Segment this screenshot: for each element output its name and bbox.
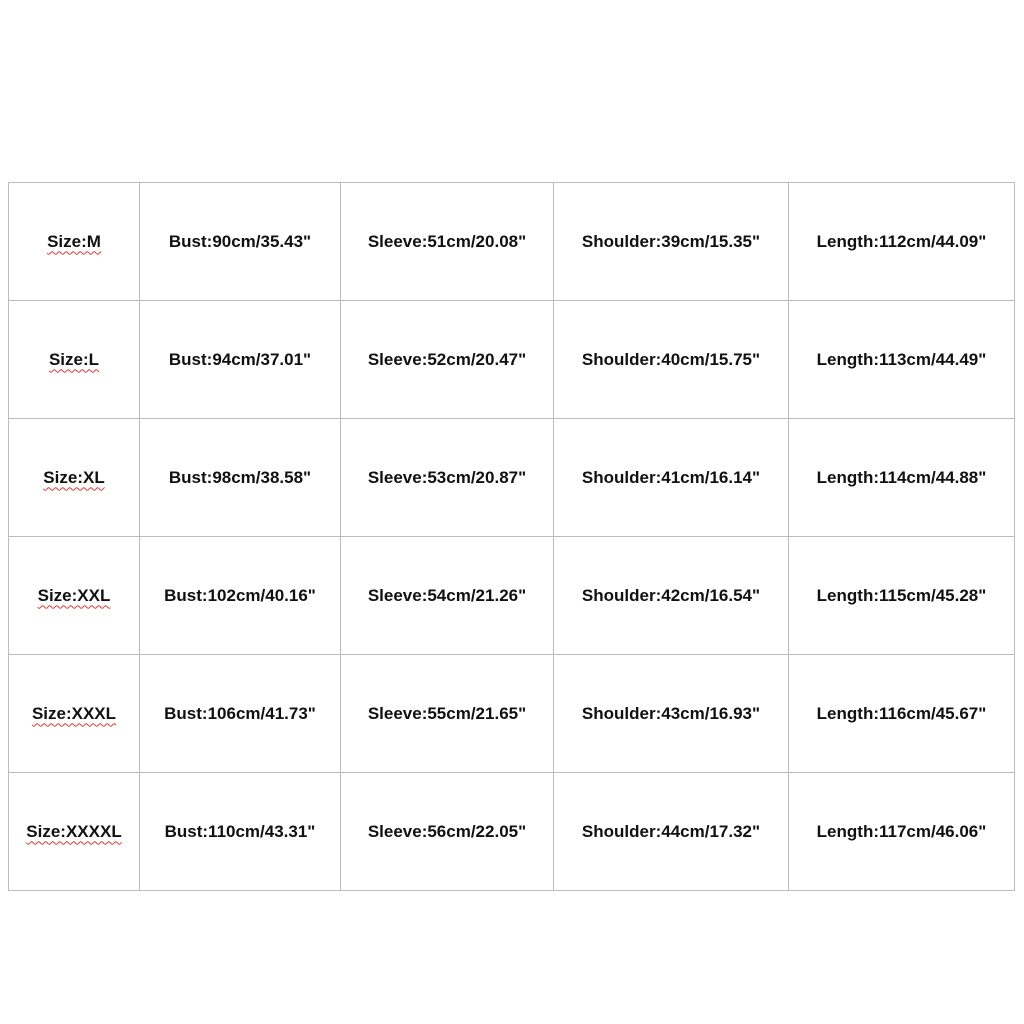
length-cell: Length:114cm/44.88" (789, 419, 1015, 537)
size-cell (9, 655, 140, 773)
sleeve-cell: Sleeve:51cm/20.08" (341, 183, 554, 301)
length-cell: Length:117cm/46.06" (789, 773, 1015, 891)
sleeve-cell: Sleeve:54cm/21.26" (341, 537, 554, 655)
sleeve-cell: Sleeve:53cm/20.87" (341, 419, 554, 537)
table-row (9, 183, 1015, 301)
size-chart-table (8, 182, 1015, 891)
bust-cell: Bust:102cm/40.16" (140, 537, 341, 655)
size-cell (9, 773, 140, 891)
size-label: Size:XL (43, 467, 105, 487)
table-row (9, 419, 1015, 537)
size-label: Size:XXL (37, 585, 111, 605)
table-row (9, 301, 1015, 419)
table-row (9, 537, 1015, 655)
size-cell (9, 301, 140, 419)
table-row (9, 655, 1015, 773)
length-cell: Length:116cm/45.67" (789, 655, 1015, 773)
length-cell: Length:115cm/45.28" (789, 537, 1015, 655)
size-cell (9, 419, 140, 537)
table-row (9, 773, 1015, 891)
bust-cell: Bust:98cm/38.58" (140, 419, 341, 537)
sleeve-cell: Sleeve:52cm/20.47" (341, 301, 554, 419)
shoulder-cell: Shoulder:39cm/15.35" (554, 183, 789, 301)
size-cell (9, 537, 140, 655)
sleeve-cell: Sleeve:56cm/22.05" (341, 773, 554, 891)
shoulder-cell: Shoulder:44cm/17.32" (554, 773, 789, 891)
length-cell: Length:112cm/44.09" (789, 183, 1015, 301)
size-cell (9, 183, 140, 301)
bust-cell: Bust:110cm/43.31" (140, 773, 341, 891)
sleeve-cell: Sleeve:55cm/21.65" (341, 655, 554, 773)
size-label: Size:XXXXL (26, 821, 122, 841)
size-label: Size:L (48, 349, 100, 369)
shoulder-cell: Shoulder:43cm/16.93" (554, 655, 789, 773)
shoulder-cell: Shoulder:41cm/16.14" (554, 419, 789, 537)
size-label: Size:M (47, 231, 101, 251)
length-cell: Length:113cm/44.49" (789, 301, 1015, 419)
size-label: Size:XXXL (31, 703, 117, 723)
shoulder-cell: Shoulder:42cm/16.54" (554, 537, 789, 655)
shoulder-cell: Shoulder:40cm/15.75" (554, 301, 789, 419)
bust-cell: Bust:94cm/37.01" (140, 301, 341, 419)
bust-cell: Bust:106cm/41.73" (140, 655, 341, 773)
bust-cell: Bust:90cm/35.43" (140, 183, 341, 301)
